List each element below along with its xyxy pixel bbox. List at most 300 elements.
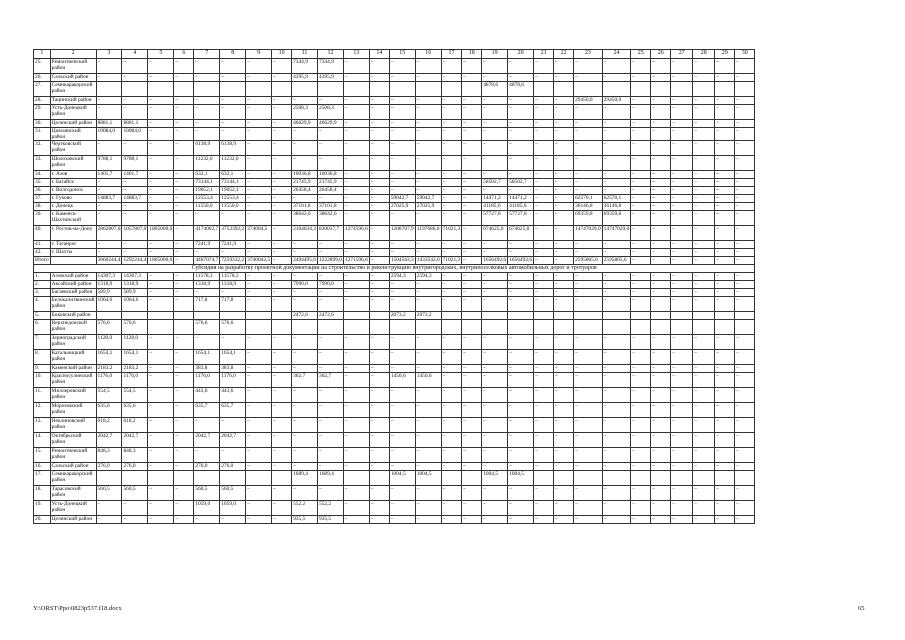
value-cell: – — [272, 97, 292, 105]
value-cell: – — [574, 281, 603, 289]
value-cell: – — [735, 448, 755, 463]
value-cell — [534, 82, 554, 97]
value-cell: – — [441, 501, 462, 516]
value-cell: – — [651, 486, 671, 501]
table-row — [34, 82, 755, 97]
row-name-cell: Багаевский район — [50, 289, 96, 297]
value-cell: – — [122, 516, 148, 524]
value-cell: – — [174, 365, 194, 373]
value-cell — [389, 82, 415, 97]
value-cell: – — [554, 335, 574, 350]
value-cell: 1176,0 — [194, 373, 220, 388]
value-cell — [631, 320, 651, 335]
value-cell: – — [415, 179, 441, 187]
value-cell: – — [715, 335, 735, 350]
value-cell: – — [220, 418, 246, 433]
value-cell: 58502,7 — [508, 179, 534, 187]
value-cell: 37101,8 — [318, 203, 344, 211]
value-cell: 1176,0 — [122, 373, 148, 388]
value-cell: – — [462, 350, 482, 365]
value-cell: – — [194, 97, 220, 105]
row-number-cell: 4. — [34, 297, 51, 312]
value-cell: – — [693, 156, 715, 171]
value-cell: – — [631, 297, 651, 312]
value-cell: 1271596,6 — [344, 257, 368, 263]
value-cell: – — [292, 350, 318, 365]
value-cell: – — [122, 241, 148, 249]
value-cell: – — [534, 297, 554, 312]
value-cell: – — [735, 418, 755, 433]
value-cell: – — [246, 195, 272, 203]
value-cell: – — [715, 120, 735, 128]
value-cell: – — [415, 350, 441, 365]
value-cell: – — [554, 171, 574, 179]
value-cell: – — [343, 241, 369, 249]
value-cell: 848,3 — [122, 448, 148, 463]
value-cell: – — [272, 501, 292, 516]
value-cell: 2073,2 — [415, 312, 441, 320]
value-cell: – — [602, 501, 631, 516]
value-cell: – — [482, 59, 508, 74]
value-cell: – — [671, 403, 693, 418]
value-cell: – — [389, 335, 415, 350]
value-cell: – — [389, 289, 415, 297]
value-cell: – — [602, 335, 631, 350]
value-cell — [534, 312, 554, 320]
value-cell: – — [415, 486, 441, 501]
value-cell: – — [194, 418, 220, 433]
row-name-cell: Семикаракорский район — [50, 471, 96, 486]
column-number-cell: 1 — [34, 50, 51, 59]
value-cell: – — [693, 195, 715, 203]
value-cell — [148, 82, 174, 97]
column-number-cell: 15 — [389, 50, 415, 59]
value-cell: – — [343, 128, 369, 141]
value-cell: – — [735, 486, 755, 501]
value-cell: 10036,8 — [292, 171, 318, 179]
value-cell: – — [651, 120, 671, 128]
value-cell: – — [631, 141, 651, 156]
value-cell: – — [715, 105, 735, 120]
value-cell: – — [534, 156, 554, 171]
value-cell: – — [272, 388, 292, 403]
table-row — [34, 171, 755, 179]
value-cell: – — [693, 128, 715, 141]
value-cell: – — [651, 257, 671, 265]
value-cell: – — [554, 273, 574, 281]
value-cell: – — [148, 403, 174, 418]
table-row — [34, 486, 755, 501]
value-cell: 618,2 — [96, 418, 122, 433]
value-cell: – — [735, 74, 755, 82]
value-cell: – — [148, 187, 174, 195]
row-name-cell: Целинский район — [50, 120, 96, 128]
value-cell: – — [148, 105, 174, 120]
row-number-cell: 14. — [34, 433, 51, 448]
value-cell: – — [715, 463, 735, 471]
value-cell: – — [693, 501, 715, 516]
value-cell: 635,6 — [122, 403, 148, 418]
column-number-cell: 6 — [174, 50, 194, 59]
value-cell: – — [602, 388, 631, 403]
value-cell: – — [122, 187, 148, 195]
value-cell: – — [735, 373, 755, 388]
value-cell: – — [415, 388, 441, 403]
column-number-cell: 16 — [415, 50, 441, 59]
value-cell: – — [631, 281, 651, 289]
value-cell: – — [671, 179, 693, 187]
value-cell: – — [246, 433, 272, 448]
value-cell: – — [96, 187, 122, 195]
value-cell: – — [246, 463, 272, 471]
value-cell: – — [441, 463, 462, 471]
value-cell — [554, 320, 574, 335]
value-cell: – — [715, 59, 735, 74]
value-cell: – — [715, 418, 735, 433]
value-cell: – — [389, 105, 415, 120]
value-cell: – — [554, 418, 574, 433]
value-cell: – — [292, 273, 318, 281]
value-cell: – — [715, 350, 735, 365]
value-cell: 632,1 — [194, 171, 220, 179]
value-cell: – — [148, 120, 174, 128]
value-cell: – — [441, 335, 462, 350]
value-cell: – — [482, 289, 508, 297]
value-cell: – — [122, 203, 148, 211]
value-cell — [246, 312, 272, 320]
value-cell: – — [415, 97, 441, 105]
column-number-cell: 25 — [631, 50, 651, 59]
value-cell: – — [96, 516, 122, 524]
value-cell: – — [194, 448, 220, 463]
row-number-cell: 26. — [34, 74, 51, 82]
value-cell: – — [292, 463, 318, 471]
value-cell: – — [631, 187, 651, 195]
column-number-cell: 5 — [148, 50, 174, 59]
value-cell: – — [441, 373, 462, 388]
value-cell: – — [272, 418, 292, 433]
value-cell: – — [272, 195, 292, 203]
value-cell: 1064,6 — [96, 297, 122, 312]
value-cell — [574, 471, 603, 486]
value-cell: – — [482, 388, 508, 403]
row-number-cell: 10. — [34, 373, 51, 388]
value-cell: 3740042,5 — [247, 257, 271, 263]
value-cell: – — [671, 486, 693, 501]
value-cell: – — [671, 105, 693, 120]
value-cell: – — [318, 97, 344, 105]
row-name-cell: Ремонтненский район — [50, 448, 96, 463]
value-cell — [534, 471, 554, 486]
value-cell: – — [174, 211, 194, 226]
row-number-cell: 34. — [34, 171, 51, 179]
value-cell — [462, 471, 482, 486]
value-cell: – — [631, 501, 651, 516]
value-cell: – — [715, 486, 735, 501]
value-cell: – — [651, 289, 671, 297]
value-cell: – — [462, 74, 482, 82]
value-cell: 11550,0 — [194, 203, 220, 211]
value-cell: – — [715, 516, 735, 524]
value-cell: – — [318, 350, 344, 365]
value-cell: – — [272, 141, 292, 156]
value-cell: 38642,6 — [292, 211, 318, 226]
value-cell: 71021,3 — [441, 226, 462, 241]
value-cell: – — [631, 120, 651, 128]
value-cell: – — [602, 373, 631, 388]
value-cell: – — [148, 249, 174, 257]
value-cell: – — [462, 403, 482, 418]
row-name-cell: Цимлянский район — [50, 128, 96, 141]
value-cell: – — [651, 97, 671, 105]
row-number-cell: 28. — [34, 97, 51, 105]
value-cell: – — [292, 195, 318, 203]
value-cell: – — [574, 350, 603, 365]
column-number-cell: 21 — [534, 50, 554, 59]
value-cell: – — [671, 241, 693, 249]
table-row — [34, 97, 755, 105]
table-row — [34, 373, 755, 388]
value-cell: – — [292, 388, 318, 403]
value-cell: – — [148, 463, 174, 471]
value-cell: – — [602, 289, 631, 297]
value-cell: – — [574, 297, 603, 312]
value-cell: – — [482, 463, 508, 471]
value-cell: – — [272, 171, 292, 179]
row-number-cell: 17. — [34, 471, 51, 486]
value-cell: 7990,0 — [292, 281, 318, 289]
value-cell: 7344,9 — [318, 59, 344, 74]
value-cell — [735, 312, 755, 320]
value-cell: – — [441, 350, 462, 365]
value-cell: – — [343, 418, 369, 433]
row-name-cell: Белокалитвинский район — [50, 297, 96, 312]
value-cell: 383,8 — [220, 365, 246, 373]
value-cell: – — [343, 273, 369, 281]
value-cell: – — [534, 433, 554, 448]
value-cell: – — [693, 226, 715, 241]
value-cell: – — [318, 156, 344, 171]
value-cell: – — [693, 141, 715, 156]
value-cell: – — [343, 74, 369, 82]
table-row — [34, 320, 755, 335]
value-cell — [651, 312, 671, 320]
value-cell: – — [508, 128, 534, 141]
value-cell: – — [96, 141, 122, 156]
value-cell: – — [534, 463, 554, 471]
value-cell: – — [389, 74, 415, 82]
value-cell: 9788,1 — [96, 156, 122, 171]
value-cell: – — [174, 281, 194, 289]
value-cell: – — [735, 281, 755, 289]
value-cell: – — [631, 105, 651, 120]
value-cell: – — [735, 156, 755, 171]
value-cell: – — [441, 211, 462, 226]
value-cell: – — [671, 171, 693, 179]
value-cell: – — [246, 418, 272, 433]
value-cell: – — [369, 433, 389, 448]
value-cell — [671, 320, 693, 335]
value-cell: 717,8 — [220, 297, 246, 312]
value-cell: – — [389, 388, 415, 403]
value-cell: – — [508, 418, 534, 433]
value-cell: – — [415, 297, 441, 312]
value-cell: – — [246, 128, 272, 141]
value-cell: 554,5 — [96, 388, 122, 403]
value-cell — [462, 312, 482, 320]
row-number-cell: 41. — [34, 241, 51, 249]
value-cell: – — [482, 249, 508, 257]
value-cell: – — [246, 289, 272, 297]
value-cell: – — [534, 273, 554, 281]
value-cell: – — [389, 486, 415, 501]
value-cell — [508, 320, 534, 335]
value-cell: – — [735, 120, 755, 128]
value-cell: – — [462, 516, 482, 524]
value-cell: – — [369, 501, 389, 516]
value-cell: – — [415, 141, 441, 156]
value-cell: – — [534, 249, 554, 257]
value-cell: – — [651, 297, 671, 312]
value-cell: – — [174, 74, 194, 82]
row-name-cell: Семикаракорский район — [50, 82, 96, 97]
value-cell: – — [482, 516, 508, 524]
value-cell — [735, 82, 755, 97]
value-cell: – — [671, 297, 693, 312]
value-cell: – — [574, 403, 603, 418]
value-cell: – — [651, 226, 671, 241]
value-cell: – — [715, 241, 735, 249]
column-number-cell: 24 — [602, 50, 631, 59]
value-cell: – — [369, 97, 389, 105]
value-cell: – — [462, 211, 482, 226]
value-cell: – — [343, 187, 369, 195]
value-cell: – — [292, 141, 318, 156]
value-cell: – — [574, 120, 603, 128]
value-cell: – — [272, 74, 292, 82]
row-name-cell: Шолоховский район — [50, 156, 96, 171]
value-cell: – — [272, 257, 292, 265]
value-cell: – — [148, 516, 174, 524]
value-cell: – — [631, 373, 651, 388]
value-cell: – — [122, 501, 148, 516]
row-name-cell: Тарасовский район — [50, 486, 96, 501]
value-cell: – — [148, 141, 174, 156]
value-cell — [693, 471, 715, 486]
value-cell: – — [369, 486, 389, 501]
value-cell: – — [602, 273, 631, 281]
value-cell: 1176,0 — [220, 373, 246, 388]
value-cell: 674625,0 — [508, 226, 534, 241]
value-cell: – — [318, 448, 344, 463]
value-cell: – — [671, 281, 693, 289]
value-cell: – — [671, 335, 693, 350]
value-cell: – — [343, 211, 369, 226]
value-cell: – — [194, 105, 220, 120]
value-cell: – — [554, 226, 574, 241]
value-cell: 383,8 — [194, 365, 220, 373]
value-cell: – — [602, 105, 631, 120]
value-cell: – — [735, 59, 755, 74]
row-number-cell: 15. — [34, 448, 51, 463]
value-cell: – — [735, 463, 755, 471]
value-cell: – — [715, 281, 735, 289]
value-cell: 374004,5 — [246, 226, 272, 241]
value-cell: – — [574, 273, 603, 281]
value-cell — [272, 320, 292, 335]
value-cell: – — [441, 281, 462, 289]
value-cell: – — [693, 273, 715, 281]
value-cell: – — [534, 350, 554, 365]
value-cell: – — [246, 211, 272, 226]
value-cell — [389, 320, 415, 335]
value-cell: 1318,9 — [96, 281, 122, 289]
value-cell: – — [148, 128, 174, 141]
value-cell — [602, 471, 631, 486]
value-cell: 552,2 — [318, 501, 344, 516]
value-cell: – — [389, 350, 415, 365]
value-cell: – — [693, 448, 715, 463]
table-row — [34, 105, 755, 120]
row-number-cell: 30. — [34, 120, 51, 128]
value-cell: 443,6 — [194, 388, 220, 403]
value-cell: – — [462, 335, 482, 350]
row-number-cell: 25. — [34, 59, 51, 74]
value-cell: – — [343, 141, 369, 156]
value-cell — [246, 471, 272, 486]
value-cell: – — [554, 463, 574, 471]
value-cell: – — [148, 418, 174, 433]
table-row — [34, 273, 755, 281]
value-cell: – — [508, 156, 534, 171]
value-cell — [671, 471, 693, 486]
value-cell: 11578,3 — [194, 273, 220, 281]
column-number-cell: 7 — [194, 50, 220, 59]
value-cell: 73144,1 — [194, 179, 220, 187]
value-cell: – — [246, 388, 272, 403]
value-cell: – — [651, 501, 671, 516]
value-cell: – — [369, 273, 389, 281]
value-cell — [220, 471, 246, 486]
value-cell: 21745,9 — [292, 179, 318, 187]
value-cell — [441, 312, 462, 320]
value-cell: – — [174, 105, 194, 120]
value-cell: – — [574, 388, 603, 403]
value-cell — [574, 320, 603, 335]
value-cell: – — [651, 273, 671, 281]
value-cell: – — [574, 365, 603, 373]
value-cell: 1656492,6 — [509, 257, 533, 263]
value-cell: 4174002,7 — [194, 226, 220, 241]
value-cell: – — [482, 105, 508, 120]
value-cell: – — [369, 281, 389, 289]
value-cell: – — [122, 59, 148, 74]
value-cell: – — [369, 120, 389, 128]
value-cell: – — [534, 486, 554, 501]
value-cell: – — [174, 373, 194, 388]
row-number-cell: Итого — [35, 257, 49, 263]
value-cell: 589,9 — [96, 289, 122, 297]
value-cell: – — [671, 463, 693, 471]
value-cell — [292, 320, 318, 335]
value-cell: – — [715, 179, 735, 187]
value-cell: – — [415, 281, 441, 289]
row-name-cell: г. Шахты — [50, 249, 96, 257]
value-cell: – — [534, 59, 554, 74]
value-cell — [292, 82, 318, 97]
value-cell: – — [671, 120, 693, 128]
value-cell: – — [415, 249, 441, 257]
